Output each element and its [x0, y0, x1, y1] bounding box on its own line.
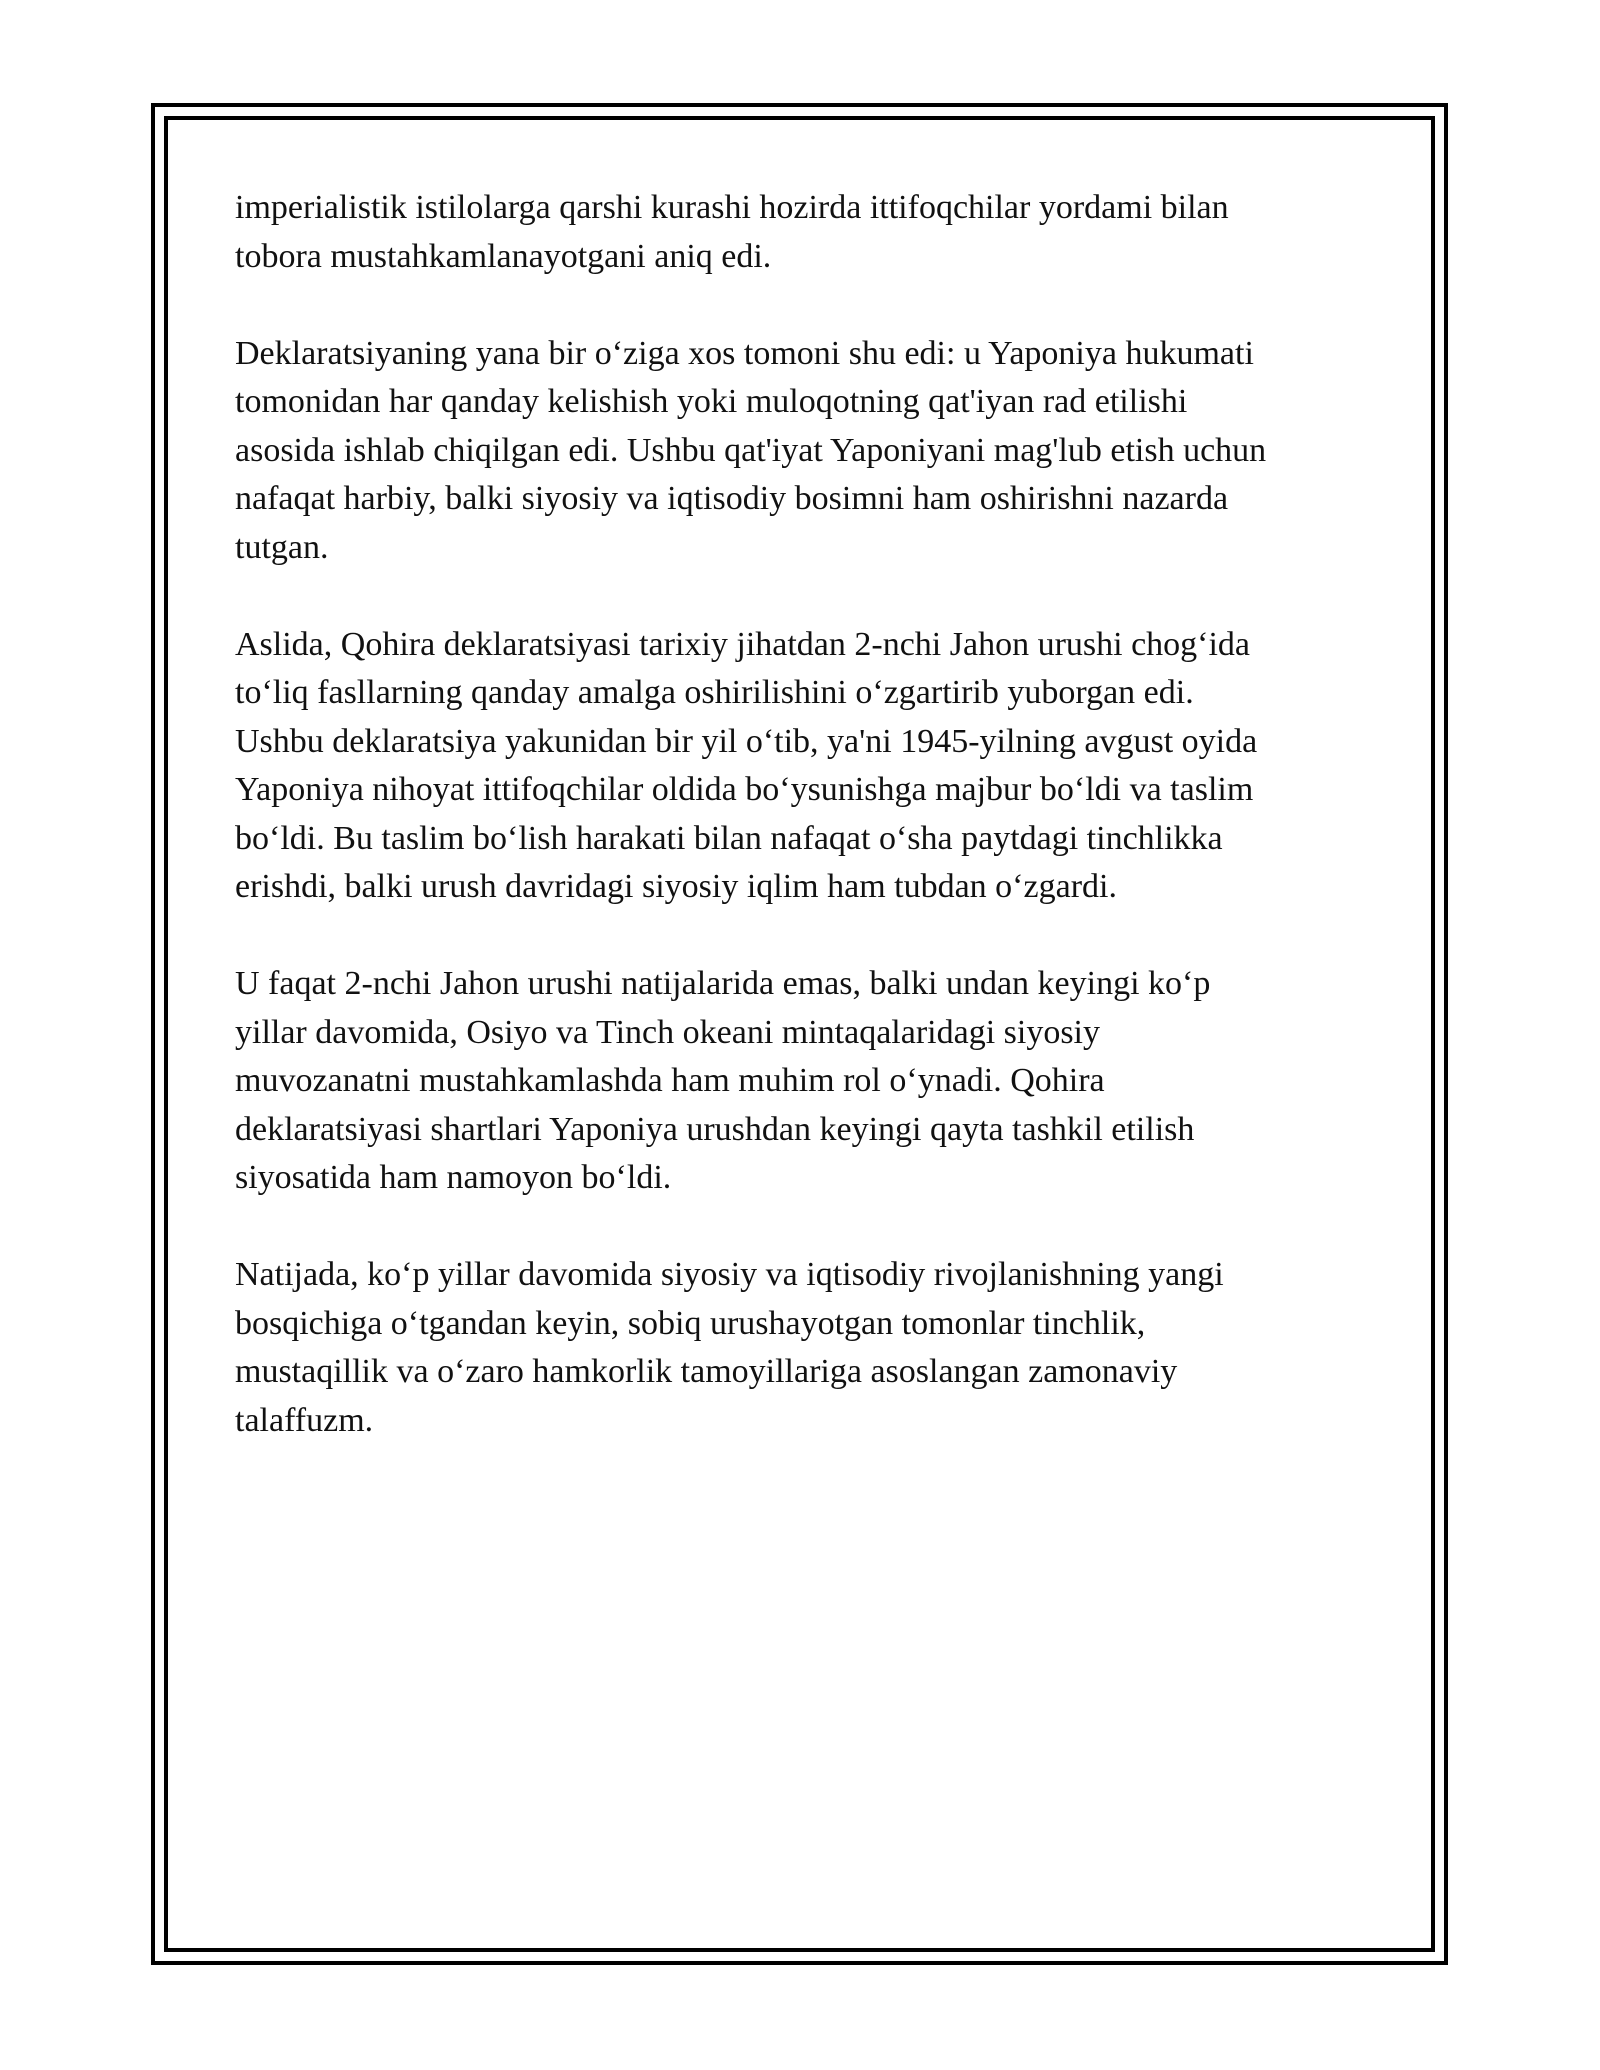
paragraph-5: Natijada, ko‘p yillar davomida siyosiy va iqtisodiy rivojlanishning yangi bosqichiga o‘tgandan keyin, sobiq urushayotgan tomonlar tinchlik, mustaqillik va o‘zaro hamkorlik tamoyillariga asoslangan zamonaviy talaffuzm.: [235, 1256, 1224, 1439]
document-body: [235, 184, 1365, 1494]
paragraph-2: Deklaratsiyaning yana bir o‘ziga xos tomoni shu edi: u Yaponiya hukumati tomonidan har qanday kelishish yoki muloqotning qat'iyan rad etilishi asosida ishlab chiqilgan edi. Ushbu qat'iyat Yaponiyani mag'lub etish uchun nafaqat harbiy, balki siyosiy va iqtisodiy bosimni ham oshirishni nazarda tutgan.: [235, 334, 1267, 566]
paragraph-4: U faqat 2-nchi Jahon urushi natijalarida emas, balki undan keyingi ko‘p yillar davomida, Osiyo va Tinch okeani mintaqalaridagi siyosiy muvozanatni mustahkamlashda ham muhim rol o‘ynadi. Qohira deklaratsiyasi shartlari Yaponiya urushdan keyingi qayta tashkil etilish siyosatida ham namoyon bo‘ldi.: [235, 965, 1211, 1196]
paragraph-3: Aslida, Qohira deklaratsiyasi tarixiy jihatdan 2-nchi Jahon urushi chog‘ida to‘liq fasllarning qanday amalga oshirilishini o‘zgartirib yuborgan edi. Ushbu deklaratsiya yakunidan bir yil o‘tib, ya'ni 1945-yilning avgust oyida Yaponiya nihoyat ittifoqchilar oldida bo‘ysunishga majbur bo‘ldi va taslim bo‘ldi. Bu taslim bo‘lish harakati bilan nafaqat o‘sha paytdagi tinchlikka erishdi, balki urush davridagi siyosiy iqlim ham tubdan o‘zgardi.: [235, 625, 1258, 905]
paragraph-1: imperialistik istilolarga qarshi kurashi hozirda ittifoqchilar yordami bilan tobora mustahkamlanayotgani aniq edi.: [235, 189, 1229, 275]
